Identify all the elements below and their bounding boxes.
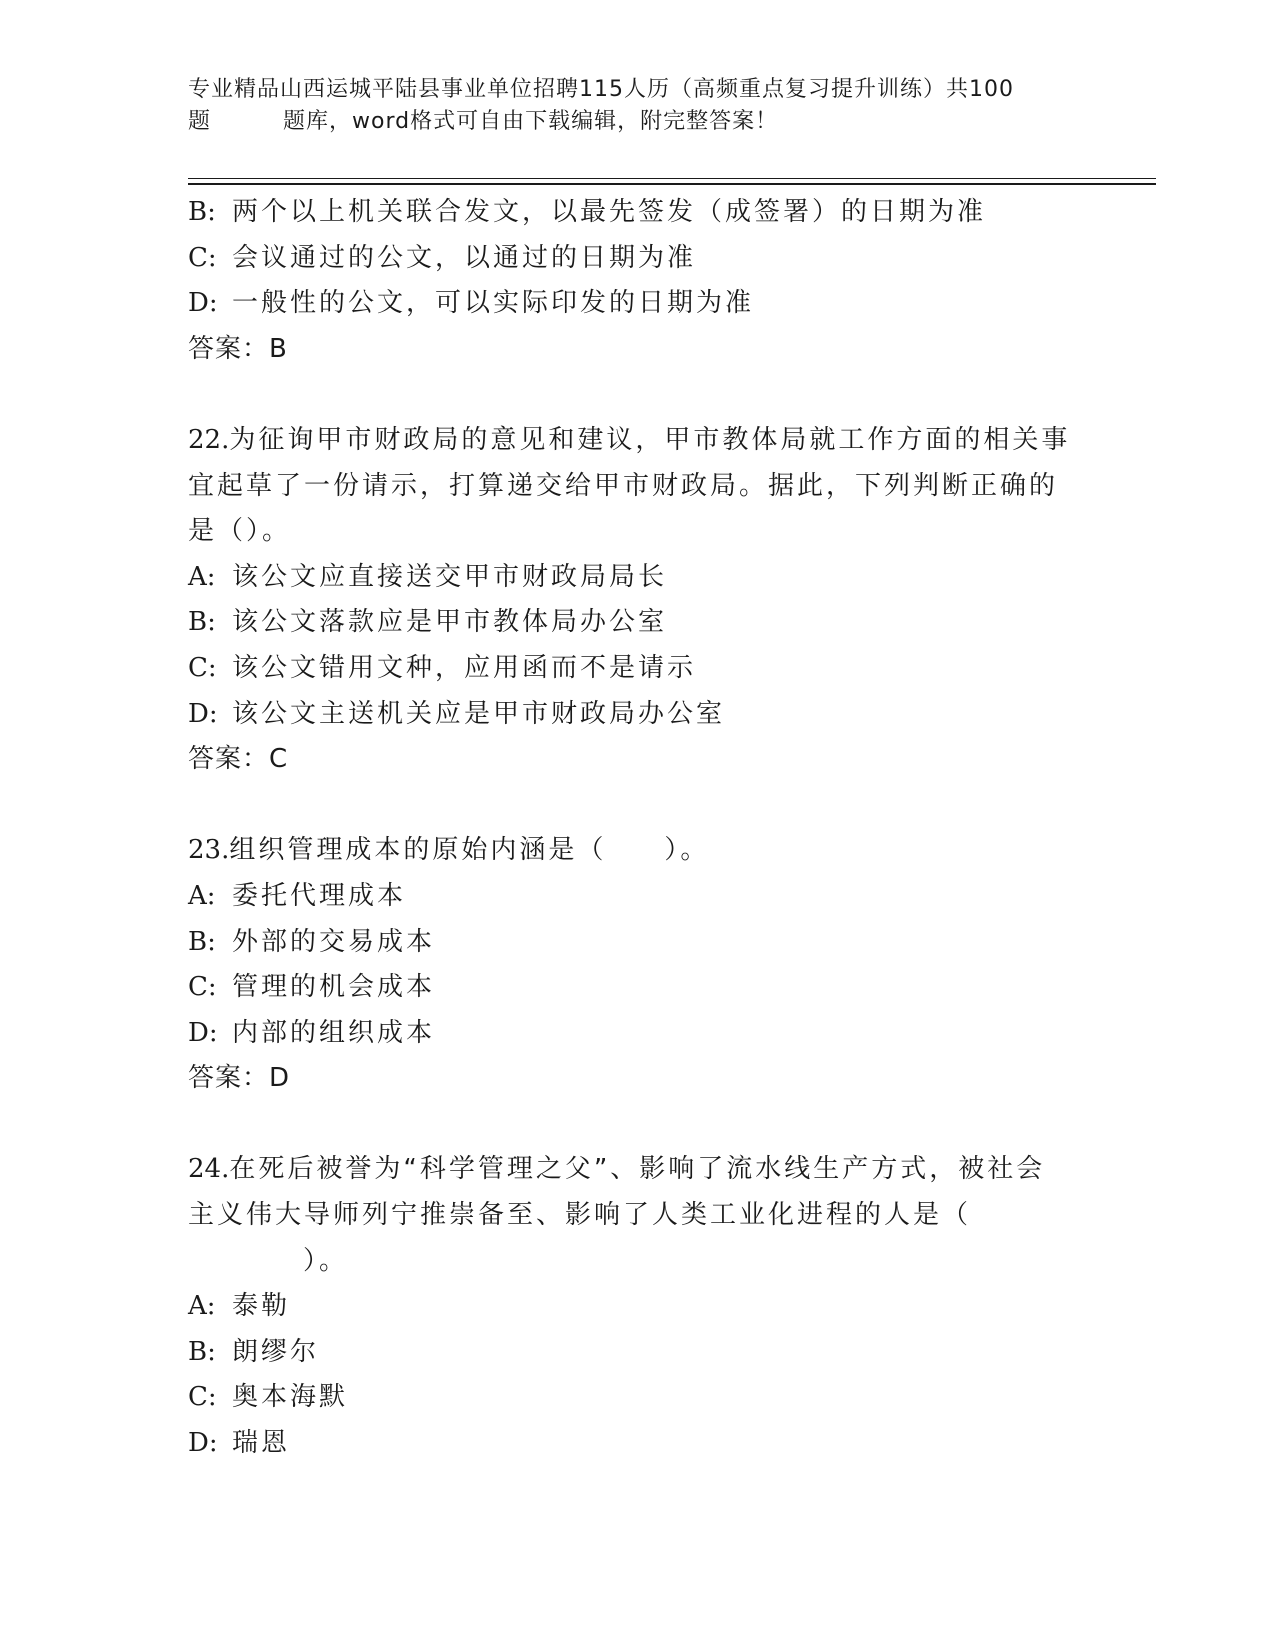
question-stem-text: 为征询甲市财政局的意见和建议，甲市教体局就工作方面的相关事 <box>229 424 1071 455</box>
question-number: 22. <box>188 424 230 455</box>
option-letter: D: <box>188 288 218 319</box>
page-header <box>188 74 1088 138</box>
option-d <box>188 1421 1088 1467</box>
option-a <box>188 874 1088 920</box>
answer-value: C <box>269 744 289 775</box>
option-letter: A: <box>188 880 216 911</box>
option-letter: C: <box>188 972 217 1003</box>
option-letter: D: <box>188 698 218 729</box>
option-d <box>188 281 1088 327</box>
option-text: 内部的组织成本 <box>232 1017 436 1048</box>
option-letter: B: <box>188 197 216 227</box>
option-c <box>188 1375 1088 1421</box>
option-a <box>188 555 1088 601</box>
question-stem-text: 在死后被誉为“科学管理之父”、影响了流水线生产方式，被社会 <box>229 1154 1046 1185</box>
option-letter: A: <box>188 561 216 592</box>
header-divider-thin <box>188 178 1156 179</box>
question-stem-line <box>188 828 1088 874</box>
option-letter: B: <box>188 607 216 638</box>
question-number: 23. <box>188 835 230 866</box>
option-text: 该公文落款应是甲市教体局办公室 <box>232 607 668 638</box>
option-c <box>188 236 1088 282</box>
option-a <box>188 1284 1088 1330</box>
option-letter: C: <box>188 1382 217 1413</box>
answer-label: 答案： <box>188 333 270 364</box>
prev-question <box>188 190 1088 372</box>
spacer <box>188 1102 1088 1148</box>
answer-value: D <box>269 1063 291 1094</box>
spacer <box>188 783 1088 829</box>
option-text: 两个以上机关联合发文，以最先签发（成签署）的日期为准 <box>232 197 987 227</box>
question-22 <box>188 418 1088 783</box>
option-text: 朗缪尔 <box>232 1336 320 1367</box>
option-text: 委托代理成本 <box>232 880 407 911</box>
question-stem-line: 是（）。 <box>188 516 292 547</box>
header-divider-thick <box>188 183 1156 185</box>
option-letter: D: <box>188 1428 218 1459</box>
header-line-2 <box>188 106 1088 138</box>
option-letter: D: <box>188 1017 218 1048</box>
answer-line <box>188 327 1088 373</box>
option-letter: B: <box>188 926 216 957</box>
option-text: 外部的交易成本 <box>232 926 436 957</box>
question-stem-line: 主义伟大导师列宁推崇备至、影响了人类工业化进程的人是（ <box>188 1200 972 1231</box>
header-line-2-text: 题库，word格式可自由下载编辑，附完整答案！ <box>283 109 779 134</box>
option-d <box>188 692 1088 738</box>
option-letter: B: <box>188 1336 216 1367</box>
answer-label: 答案： <box>188 744 270 775</box>
option-d <box>188 1011 1088 1057</box>
answer-value: B <box>269 333 288 364</box>
option-text: 管理的机会成本 <box>232 972 436 1003</box>
question-24 <box>188 1147 1088 1466</box>
option-b <box>188 920 1088 966</box>
option-text: 瑞恩 <box>232 1428 291 1459</box>
option-letter: C: <box>188 652 217 683</box>
question-stem-line: 宜起草了一份请示，打算递交给甲市财政局。据此，下列判断正确的 <box>188 470 1059 501</box>
question-23 <box>188 828 1088 1102</box>
option-b <box>188 600 1088 646</box>
question-number: 24. <box>188 1154 230 1185</box>
option-letter: C: <box>188 242 217 273</box>
option-text: 该公文应直接送交甲市财政局局长 <box>232 561 668 592</box>
option-text: 一般性的公文，可以实际印发的日期为准 <box>232 288 755 319</box>
option-c <box>188 646 1088 692</box>
option-text: 奥本海默 <box>232 1382 349 1413</box>
question-content <box>188 190 1088 1467</box>
question-stem-line: ）。 <box>303 1245 349 1276</box>
question-stem-text: 组织管理成本的原始内涵是（ ）。 <box>229 835 710 866</box>
question-stem-line <box>188 418 1088 464</box>
option-b <box>188 1330 1088 1376</box>
option-text: 会议通过的公文，以通过的日期为准 <box>232 242 697 273</box>
answer-label: 答案： <box>188 1063 270 1094</box>
option-text: 该公文主送机关应是甲市财政局办公室 <box>232 698 726 729</box>
option-letter: A: <box>188 1291 216 1322</box>
option-text: 该公文错用文种，应用函而不是请示 <box>232 652 697 683</box>
header-line-1: 专业精品山西运城平陆县事业单位招聘115人历（高频重点复习提升训练）共100 <box>188 77 1014 102</box>
option-c <box>188 965 1088 1011</box>
question-stem-line <box>188 1147 1088 1193</box>
option-text: 泰勒 <box>232 1291 291 1322</box>
header-line-2-prefix: 题 <box>188 109 212 134</box>
option-b <box>188 190 1088 236</box>
answer-line <box>188 737 1088 783</box>
answer-line <box>188 1056 1088 1102</box>
spacer <box>188 372 1088 418</box>
